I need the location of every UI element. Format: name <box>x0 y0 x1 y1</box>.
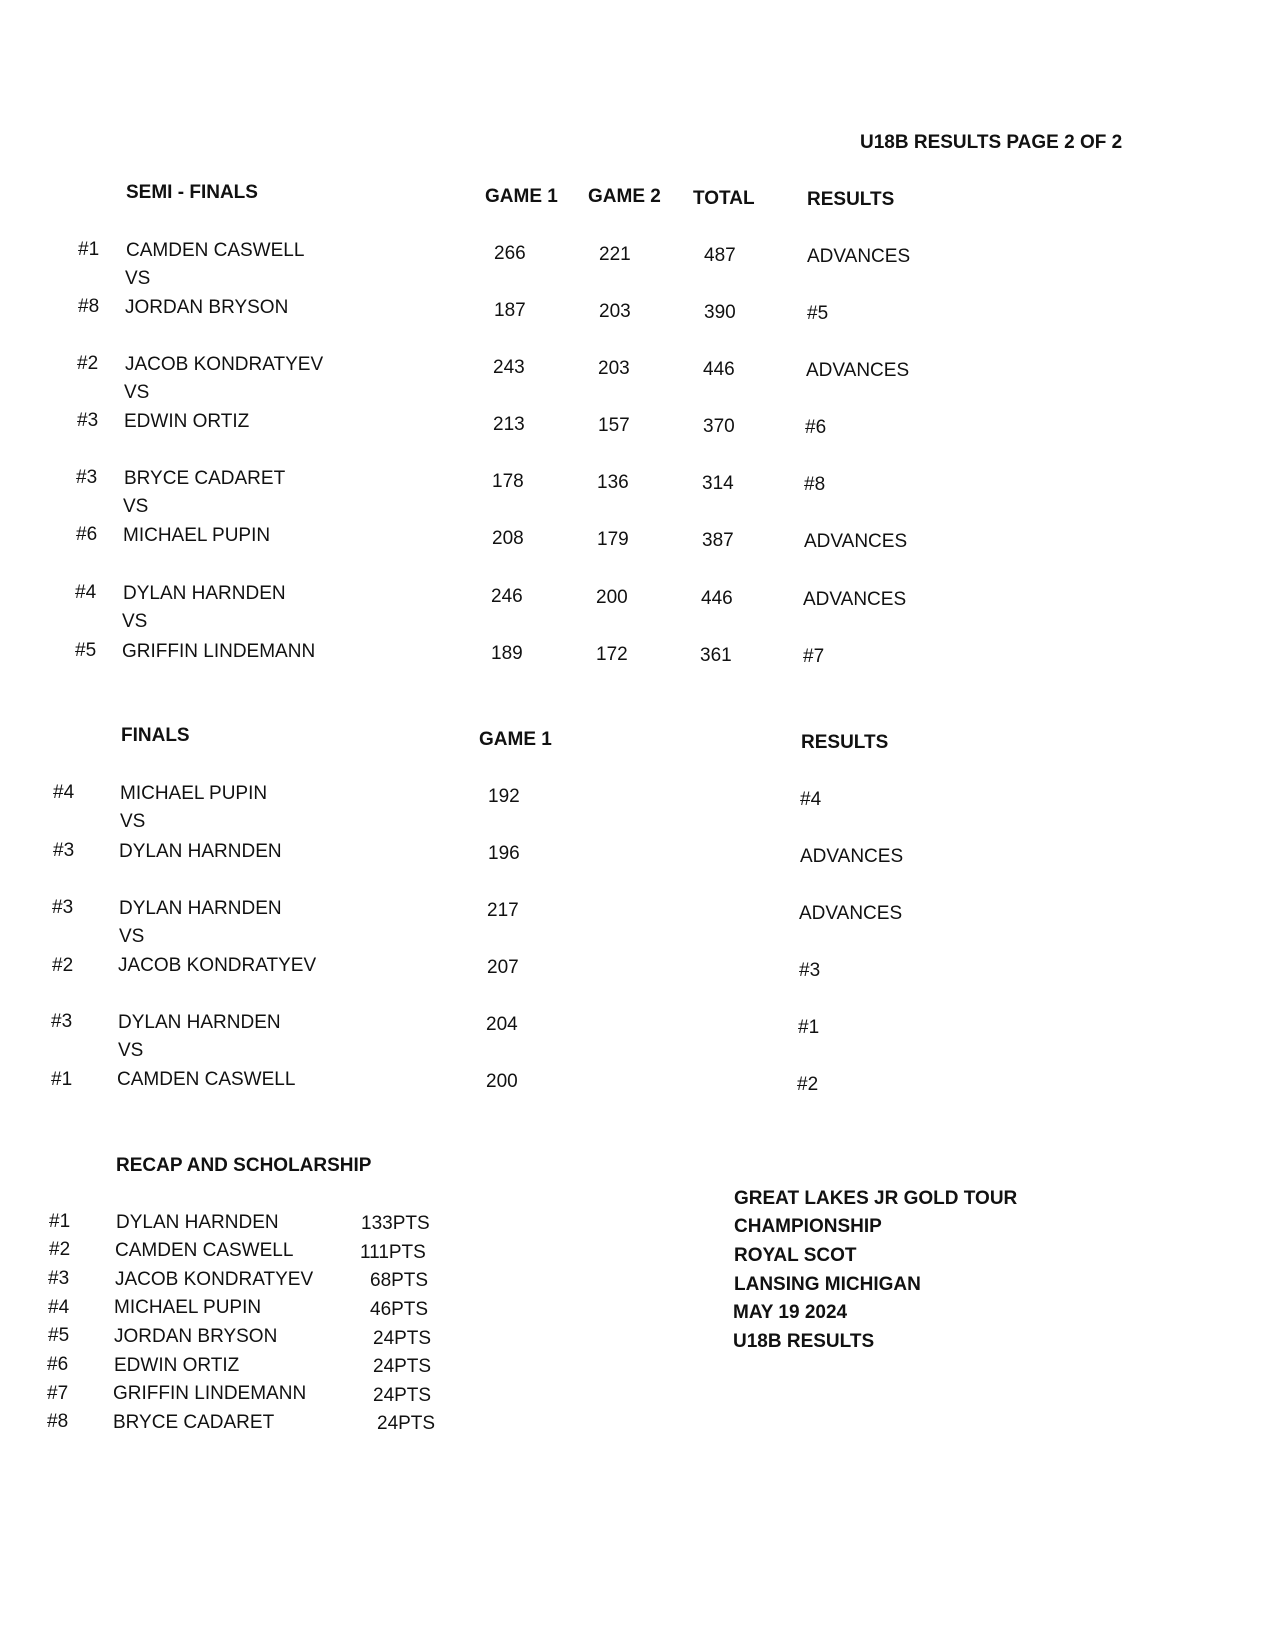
recap-name: BRYCE CADARET <box>113 1412 275 1433</box>
total-score: 387 <box>702 530 734 551</box>
seed: #3 <box>53 840 75 861</box>
game1-score: 187 <box>494 300 526 321</box>
total-score: 370 <box>703 416 735 437</box>
total-score: 314 <box>702 473 734 494</box>
game2-score: 179 <box>597 529 629 550</box>
recap-name: EDWIN ORTIZ <box>114 1355 240 1376</box>
player-name: MICHAEL PUPIN <box>123 525 271 546</box>
player-name: CAMDEN CASWELL <box>126 240 305 261</box>
game1-score: 213 <box>493 414 525 435</box>
recap-name: MICHAEL PUPIN <box>114 1297 262 1318</box>
recap-points: 24PTS <box>373 1328 432 1349</box>
seed: #8 <box>78 296 100 317</box>
player-name: DYLAN HARNDEN <box>118 1012 281 1033</box>
result: #4 <box>800 789 822 810</box>
game2-score: 136 <box>597 472 629 493</box>
result: #8 <box>804 474 826 495</box>
recap-rank: #4 <box>48 1297 70 1318</box>
event-line: ROYAL SCOT <box>734 1245 857 1266</box>
result: #6 <box>805 417 827 438</box>
game1-score: 208 <box>492 528 524 549</box>
seed: #4 <box>75 582 97 603</box>
recap-points: 111PTS <box>360 1242 426 1263</box>
recap-rank: #8 <box>47 1411 69 1432</box>
total-score: 361 <box>700 645 732 666</box>
total-score: 390 <box>704 302 736 323</box>
recap-points: 68PTS <box>370 1270 429 1291</box>
seed: #3 <box>76 467 98 488</box>
vs-label: VS <box>124 382 150 403</box>
vs-label: VS <box>122 611 148 632</box>
game1-score: 204 <box>486 1014 518 1035</box>
recap-points: 24PTS <box>377 1413 436 1434</box>
game2-score: 203 <box>598 358 630 379</box>
game2-score: 221 <box>599 244 631 265</box>
recap-rank: #5 <box>48 1325 70 1346</box>
recap-points: 24PTS <box>373 1385 432 1406</box>
player-name: BRYCE CADARET <box>124 468 286 489</box>
game1-score: 217 <box>487 900 519 921</box>
result: ADVANCES <box>799 903 903 924</box>
player-name: EDWIN ORTIZ <box>124 411 250 432</box>
recap-name: CAMDEN CASWELL <box>115 1240 294 1261</box>
total-score: 487 <box>704 245 736 266</box>
seed: #1 <box>78 239 100 260</box>
recap-name: GRIFFIN LINDEMANN <box>113 1383 307 1404</box>
page-label: U18B RESULTS PAGE 2 OF 2 <box>860 132 1123 153</box>
vs-label: VS <box>119 926 145 947</box>
game1-score: 200 <box>486 1071 518 1092</box>
vs-label: VS <box>125 268 151 289</box>
player-name: DYLAN HARNDEN <box>123 583 286 604</box>
vs-label: VS <box>123 496 149 517</box>
semi-col-game1: GAME 1 <box>485 186 558 207</box>
game2-score: 200 <box>596 587 628 608</box>
recap-rank: #6 <box>47 1354 69 1375</box>
game2-score: 157 <box>598 415 630 436</box>
player-name: MICHAEL PUPIN <box>120 783 268 804</box>
game1-score: 266 <box>494 243 526 264</box>
event-line: CHAMPIONSHIP <box>734 1216 882 1237</box>
game2-score: 203 <box>599 301 631 322</box>
game2-score: 172 <box>596 644 628 665</box>
player-name: JORDAN BRYSON <box>125 297 289 318</box>
event-line: LANSING MICHIGAN <box>734 1274 921 1295</box>
game1-score: 207 <box>487 957 519 978</box>
recap-rank: #7 <box>47 1383 69 1404</box>
player-name: GRIFFIN LINDEMANN <box>122 641 316 662</box>
game1-score: 192 <box>488 786 520 807</box>
recap-name: JACOB KONDRATYEV <box>115 1269 314 1290</box>
recap-points: 24PTS <box>373 1356 432 1377</box>
seed: #6 <box>76 524 98 545</box>
semi-col-total: TOTAL <box>693 188 755 209</box>
finals-col-game1: GAME 1 <box>479 729 552 750</box>
seed: #4 <box>53 782 75 803</box>
result: ADVANCES <box>806 360 910 381</box>
semi-col-game2: GAME 2 <box>588 186 661 207</box>
total-score: 446 <box>701 588 733 609</box>
player-name: DYLAN HARNDEN <box>119 898 282 919</box>
recap-points: 133PTS <box>361 1213 430 1234</box>
player-name: CAMDEN CASWELL <box>117 1069 296 1090</box>
event-line: MAY 19 2024 <box>733 1302 848 1323</box>
game1-score: 196 <box>488 843 520 864</box>
game1-score: 189 <box>491 643 523 664</box>
result: #3 <box>799 960 821 981</box>
vs-label: VS <box>118 1040 144 1061</box>
game1-score: 178 <box>492 471 524 492</box>
seed: #3 <box>52 897 74 918</box>
recap-points: 46PTS <box>370 1299 429 1320</box>
result: #7 <box>803 646 825 667</box>
result: ADVANCES <box>807 246 911 267</box>
result: ADVANCES <box>800 846 904 867</box>
game1-score: 243 <box>493 357 525 378</box>
seed: #1 <box>51 1069 73 1090</box>
semi-finals-title: SEMI - FINALS <box>126 182 258 203</box>
player-name: DYLAN HARNDEN <box>119 841 282 862</box>
finals-title: FINALS <box>121 725 190 746</box>
recap-name: DYLAN HARNDEN <box>116 1212 279 1233</box>
result: #1 <box>798 1017 820 1038</box>
seed: #2 <box>77 353 99 374</box>
seed: #5 <box>75 640 97 661</box>
seed: #3 <box>51 1011 73 1032</box>
result: ADVANCES <box>803 589 907 610</box>
recap-title: RECAP AND SCHOLARSHIP <box>116 1155 372 1176</box>
semi-col-results: RESULTS <box>807 189 895 210</box>
seed: #2 <box>52 955 74 976</box>
result: #2 <box>797 1074 819 1095</box>
event-line: U18B RESULTS <box>733 1331 875 1352</box>
seed: #3 <box>77 410 99 431</box>
event-line: GREAT LAKES JR GOLD TOUR <box>734 1188 1018 1209</box>
player-name: JACOB KONDRATYEV <box>125 354 324 375</box>
result: #5 <box>807 303 829 324</box>
recap-rank: #3 <box>48 1268 70 1289</box>
recap-rank: #2 <box>49 1239 71 1260</box>
result: ADVANCES <box>804 531 908 552</box>
finals-col-results: RESULTS <box>801 732 889 753</box>
recap-rank: #1 <box>49 1211 71 1232</box>
vs-label: VS <box>120 811 146 832</box>
recap-name: JORDAN BRYSON <box>114 1326 278 1347</box>
player-name: JACOB KONDRATYEV <box>118 955 317 976</box>
game1-score: 246 <box>491 586 523 607</box>
total-score: 446 <box>703 359 735 380</box>
